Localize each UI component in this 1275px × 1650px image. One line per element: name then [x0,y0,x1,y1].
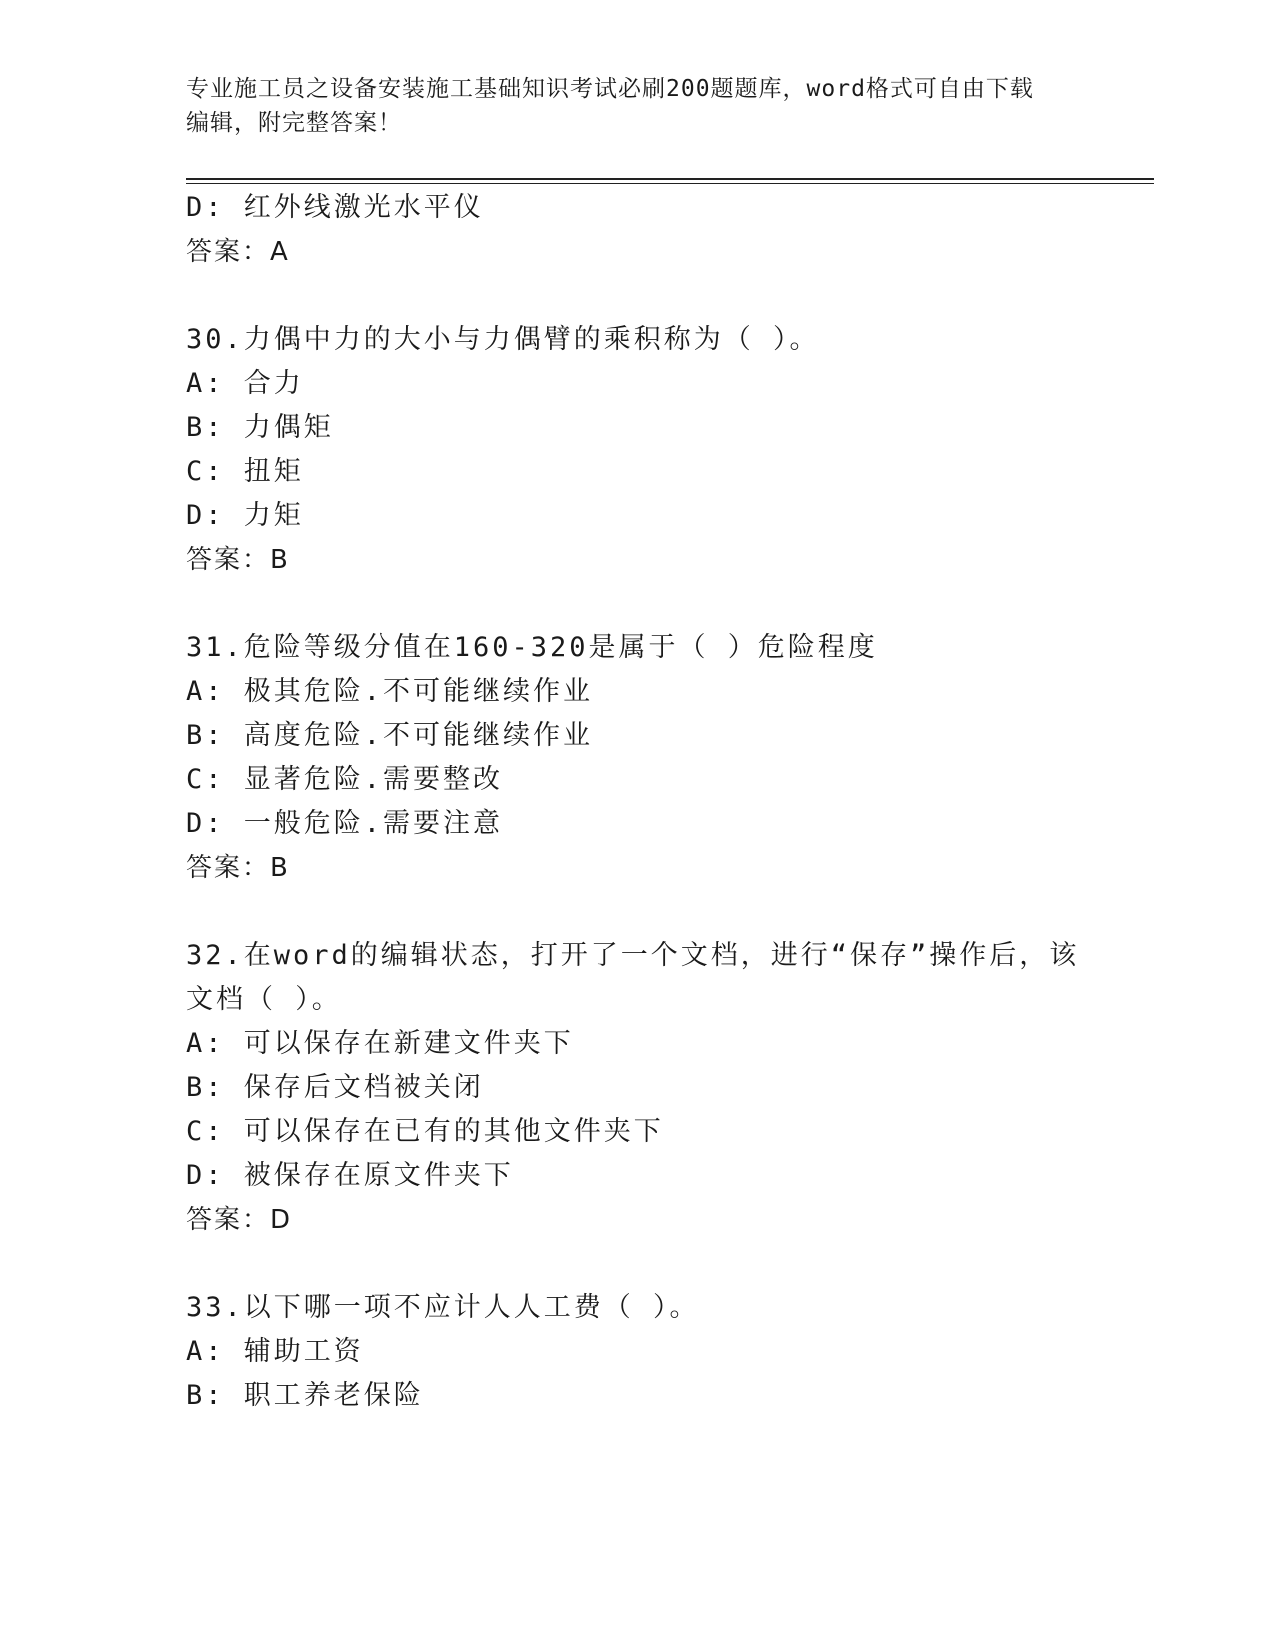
question-32-option-a: A: 可以保存在新建文件夹下 [186,1028,574,1059]
question-30-answer: 答案：B [186,545,290,575]
question-31-stem: 31.危险等级分值在160-320是属于（ ）危险程度 [186,632,878,663]
header-title-line1: 专业施工员之设备安装施工基础知识考试必刷200题题库，word格式可自由下载 [186,76,1034,102]
prev-answer: 答案：A [186,237,290,267]
question-32-answer: 答案：D [186,1205,293,1235]
question-31-option-c: C: 显著危险.需要整改 [186,764,504,795]
prev-option-d: D: 红外线激光水平仪 [186,192,484,223]
question-30-option-c: C: 扭矩 [186,456,304,487]
question-32-stem-line1: 32.在word的编辑状态，打开了一个文档，进行“保存”操作后，该 [186,940,1080,971]
header-rule-thin [186,183,1154,184]
question-31-option-b: B: 高度危险.不可能继续作业 [186,720,594,751]
question-30-option-b: B: 力偶矩 [186,412,334,443]
question-33-option-b: B: 职工养老保险 [186,1380,424,1411]
question-32-option-c: C: 可以保存在已有的其他文件夹下 [186,1116,664,1147]
question-31-answer: 答案：B [186,853,290,883]
question-32-stem-line2: 文档（ ）。 [186,984,342,1015]
question-30-option-a: A: 合力 [186,368,304,399]
question-32-option-b: B: 保存后文档被关闭 [186,1072,484,1103]
question-33-option-a: A: 辅助工资 [186,1336,364,1367]
question-31-option-d: D: 一般危险.需要注意 [186,808,504,839]
question-31-option-a: A: 极其危险.不可能继续作业 [186,676,594,707]
page-header [186,72,1066,140]
header-rule-thick [186,178,1154,180]
question-33-stem: 33.以下哪一项不应计人人工费（ ）。 [186,1292,700,1323]
question-30-stem: 30.力偶中力的大小与力偶臂的乘积称为（ ）。 [186,324,820,355]
question-30-option-d: D: 力矩 [186,500,304,531]
question-32-option-d: D: 被保存在原文件夹下 [186,1160,514,1191]
header-title-line2: 编辑，附完整答案！ [186,110,402,136]
